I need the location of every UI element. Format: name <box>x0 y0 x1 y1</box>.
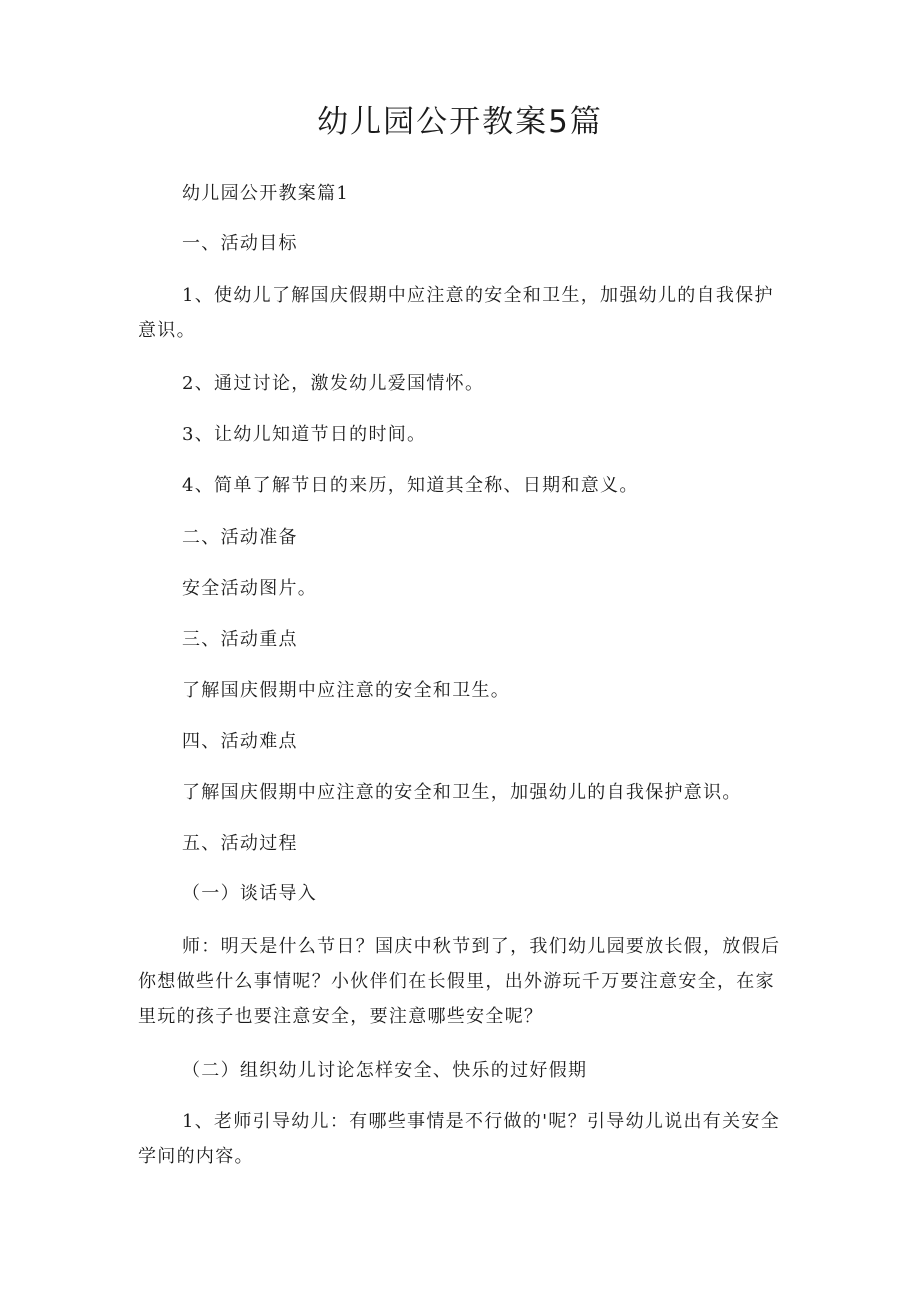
paragraph-goal-4: 4、简单了解节日的来历，知道其全称、日期和意义。 <box>182 475 639 496</box>
subsection-heading-discussion: （二）组织幼儿讨论怎样安全、快乐的过好假期 <box>182 1060 588 1081</box>
document-title: 幼儿园公开教案5篇 <box>317 104 603 140</box>
paragraph-discussion-1: 1、老师引导幼儿：有哪些事情是不行做的'呢？引导幼儿说出有关安全学问的内容。 <box>138 1111 780 1167</box>
section-heading-preparation: 二、活动准备 <box>182 527 298 548</box>
section-heading-difficulties: 四、活动难点 <box>182 731 298 752</box>
subsection-heading-intro-talk: （一）谈话导入 <box>182 883 318 904</box>
paragraph-teacher-dialogue: 师：明天是什么节日？国庆中秋节到了，我们幼儿园要放长假，放假后你想做些什么事情呢？小伙伴们在长假里，出外游玩千万要注意安全，在家里玩的孩子也要注意安全，要注意哪些安全呢？ <box>138 936 781 1027</box>
section-heading-goals: 一、活动目标 <box>182 233 298 254</box>
paragraph-key-points: 了解国庆假期中应注意的安全和卫生。 <box>182 680 511 701</box>
paragraph-goal-3: 3、让幼儿知道节日的时间。 <box>182 424 427 445</box>
paragraph-difficulties: 了解国庆假期中应注意的安全和卫生，加强幼儿的自我保护意识。 <box>182 782 742 803</box>
section-heading-lesson-1: 幼儿园公开教案篇1 <box>182 183 350 204</box>
paragraph-goal-1: 1、使幼儿了解国庆假期中应注意的安全和卫生，加强幼儿的自我保护意识。 <box>138 285 774 341</box>
paragraph-goal-2: 2、通过讨论，激发幼儿爱国情怀。 <box>182 373 485 394</box>
section-heading-process: 五、活动过程 <box>182 833 298 854</box>
section-heading-key-points: 三、活动重点 <box>182 629 298 650</box>
paragraph-preparation: 安全活动图片。 <box>182 578 318 599</box>
